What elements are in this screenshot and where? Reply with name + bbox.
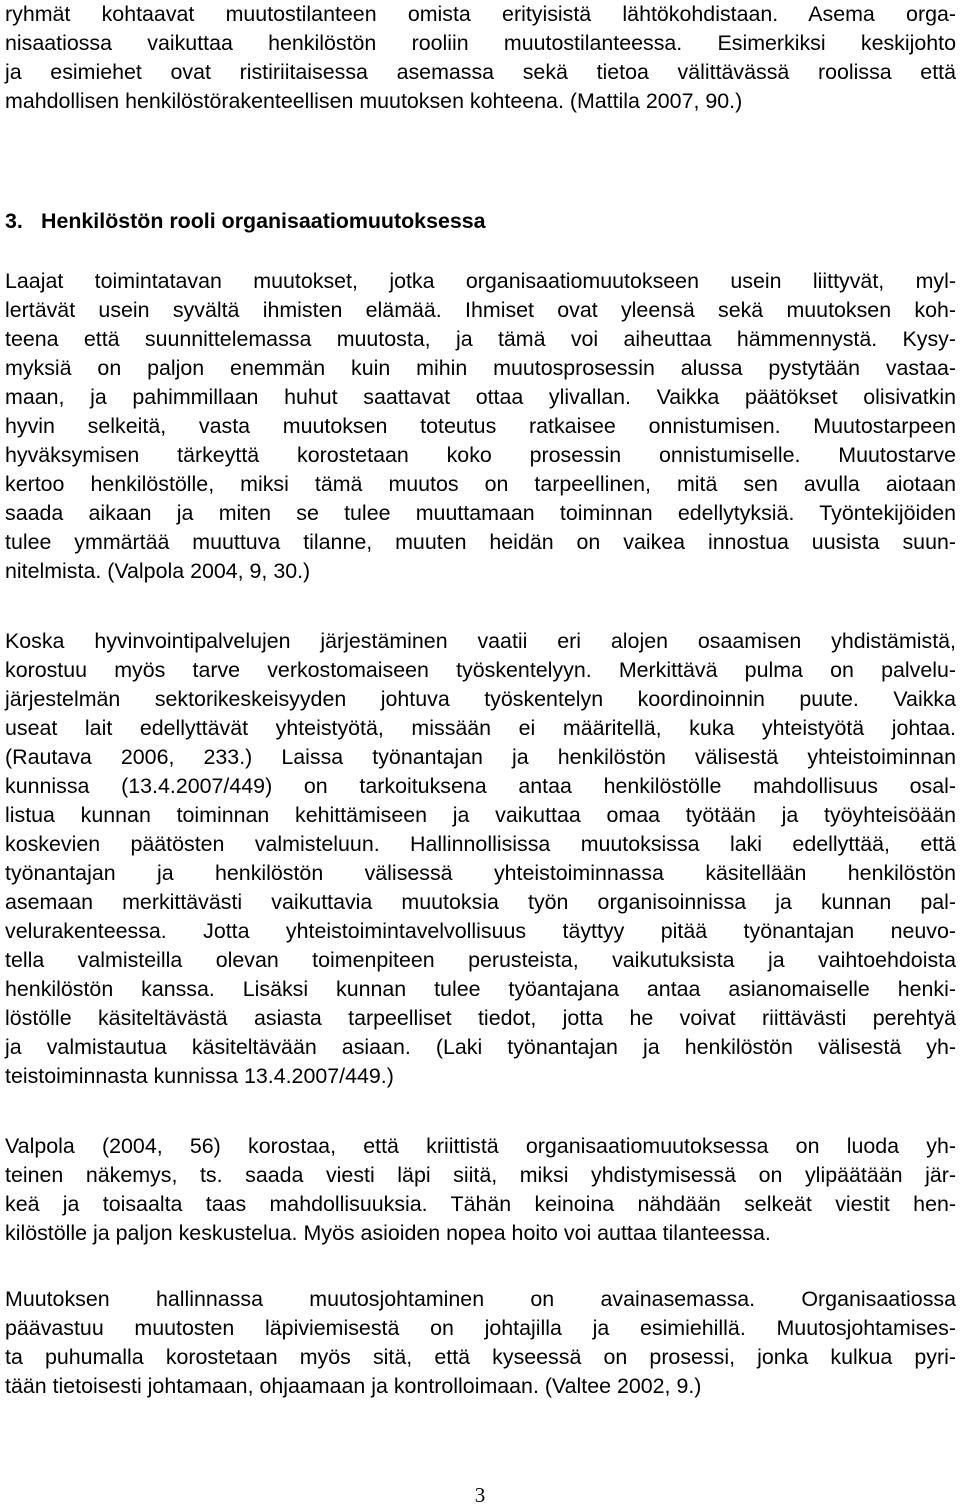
text-line: saada aikaan ja miten se tulee muuttamaan toiminnan edellytyksiä. Työntekijöiden bbox=[5, 501, 956, 525]
text-line: tään tietoisesti johtamaan, ohjaamaan ja kontrolloimaan. (Valtee 2002, 9.) bbox=[5, 1374, 702, 1398]
text-line: myksiä on paljon enemmän kuin mihin muutosprosessin alussa pystytään vastaa- bbox=[5, 356, 956, 380]
text-line: hyvin selkeitä, vasta muutoksen toteutus ratkaisee onnistumisen. Muutostarpeen bbox=[5, 414, 956, 438]
text-line: Koska hyvinvointipalvelujen järjestäminen vaatii eri alojen osaamisen yhdistämistä, bbox=[5, 629, 956, 653]
text-line: ta puhumalla korostetaan myös sitä, että kyseessä on prosessi, jonka kulkua pyri- bbox=[5, 1345, 956, 1369]
text-line: ja esimiehet ovat ristiriitaisessa asemassa sekä tietoa välittävässä roolissa että bbox=[5, 60, 956, 84]
intro-paragraph bbox=[5, 0, 956, 116]
paragraph-1 bbox=[5, 267, 956, 586]
text-line: kunnissa (13.4.2007/449) on tarkoituksena antaa henkilöstölle mahdollisuus osal- bbox=[5, 774, 956, 798]
text-line: kertoo henkilöstölle, miksi tämä muutos on tarpeellinen, mitä sen avulla aiotaan bbox=[5, 472, 956, 496]
text-line: mahdollisen henkilöstörakenteellisen muutoksen kohteena. (Mattila 2007, 90.) bbox=[5, 89, 743, 113]
paragraph-4 bbox=[5, 1285, 956, 1401]
text-line: lertävät usein syvältä ihmisten elämää. Ihmiset ovat yleensä sekä muutoksen koh- bbox=[5, 298, 956, 322]
text-line: koskevien päätösten valmisteluun. Hallinnollisissa muutoksissa laki edellyttää, että bbox=[5, 832, 956, 856]
section-number: 3. bbox=[5, 209, 23, 233]
paragraph-3 bbox=[5, 1132, 956, 1248]
text-line: listua kunnan toiminnan kehittämiseen ja vaikuttaa omaa työtään ja työyhteisöään bbox=[5, 803, 956, 827]
text-line: teinen näkemys, ts. saada viesti läpi siitä, miksi yhdistymisessä on ylipäätään jär- bbox=[5, 1163, 956, 1187]
text-line: asemaan merkittävästi vaikuttavia muutoksia työn organisoinnissa ja kunnan pal- bbox=[5, 890, 956, 914]
text-line: velurakenteessa. Jotta yhteistoimintavelvollisuus täyttyy pitää työnantajan neuvo- bbox=[5, 919, 956, 943]
text-line: hyväksymisen tärkeyttä korostetaan koko prosessin onnistumiselle. Muutostarve bbox=[5, 443, 956, 467]
text-line: tella valmisteilla olevan toimenpiteen perusteista, vaikutuksista ja vaihtoehdoista bbox=[5, 948, 956, 972]
text-line: teena että suunnittelemassa muutosta, ja tämä voi aiheuttaa hämmennystä. Kysy- bbox=[5, 327, 956, 351]
text-line: järjestelmän sektorikeskeisyyden johtuva työskentelyn koordinoinnin puute. Vaikka bbox=[5, 687, 956, 711]
paragraph-2 bbox=[5, 627, 956, 1091]
text-line: (Rautava 2006, 233.) Laissa työnantajan ja henkilöstön välisestä yhteistoiminnan bbox=[5, 745, 956, 769]
text-line: nitelmista. (Valpola 2004, 9, 30.) bbox=[5, 559, 311, 583]
text-line: nisaatiossa vaikuttaa henkilöstön rooliin muutostilanteessa. Esimerkiksi keskijohto bbox=[5, 31, 956, 55]
text-line: useat lait edellyttävät yhteistyötä, missään ei määritellä, kuka yhteistyötä johtaa. bbox=[5, 716, 956, 740]
text-line: kilöstölle ja paljon keskustelua. Myös asioiden nopea hoito voi auttaa tilanteessa. bbox=[5, 1221, 771, 1245]
text-line: ryhmät kohtaavat muutostilanteen omista erityisistä lähtökohdistaan. Asema orga- bbox=[5, 2, 956, 26]
text-line: korostuu myös tarve verkostomaiseen työskentelyyn. Merkittävä pulma on palvelu- bbox=[5, 658, 956, 682]
page-number: 3 bbox=[474, 1483, 486, 1507]
section-heading bbox=[5, 207, 486, 236]
text-line: Muutoksen hallinnassa muutosjohtaminen on avainasemassa. Organisaatiossa bbox=[5, 1287, 956, 1311]
text-line: työnantajan ja henkilöstön välisessä yhteistoiminnassa käsitellään henkilöstön bbox=[5, 861, 956, 885]
text-line: teistoiminnasta kunnissa 13.4.2007/449.) bbox=[5, 1064, 394, 1088]
text-line: Valpola (2004, 56) korostaa, että kriittistä organisaatiomuutoksessa on luoda yh- bbox=[5, 1134, 956, 1158]
text-line: keä ja toisaalta taas mahdollisuuksia. Tähän keinoina nähdään selkeät viestit hen- bbox=[5, 1192, 956, 1216]
text-line: henkilöstön kanssa. Lisäksi kunnan tulee työantajana antaa asianomaiselle henki- bbox=[5, 977, 956, 1001]
text-line: maan, ja pahimmillaan huhut saattavat ottaa ylivallan. Vaikka päätökset olisivatkin bbox=[5, 385, 956, 409]
text-line: ja valmistautua käsiteltävään asiaan. (Laki työnantajan ja henkilöstön välisestä yh- bbox=[5, 1035, 956, 1059]
text-line: tulee ymmärtää muuttuva tilanne, muuten heidän on vaikea innostua uusista suun- bbox=[5, 530, 956, 554]
text-line: Laajat toimintatavan muutokset, jotka organisaatiomuutokseen usein liittyvät, myl- bbox=[5, 269, 956, 293]
section-title: Henkilöstön rooli organisaatiomuutoksessa bbox=[41, 209, 486, 233]
text-line: päävastuu muutosten läpiviemisestä on johtajilla ja esimiehillä. Muutosjohtamises- bbox=[5, 1316, 956, 1340]
text-line: löstölle käsiteltävästä asiasta tarpeelliset tiedot, jotta he voivat riittävästi perehtyä bbox=[5, 1006, 956, 1030]
